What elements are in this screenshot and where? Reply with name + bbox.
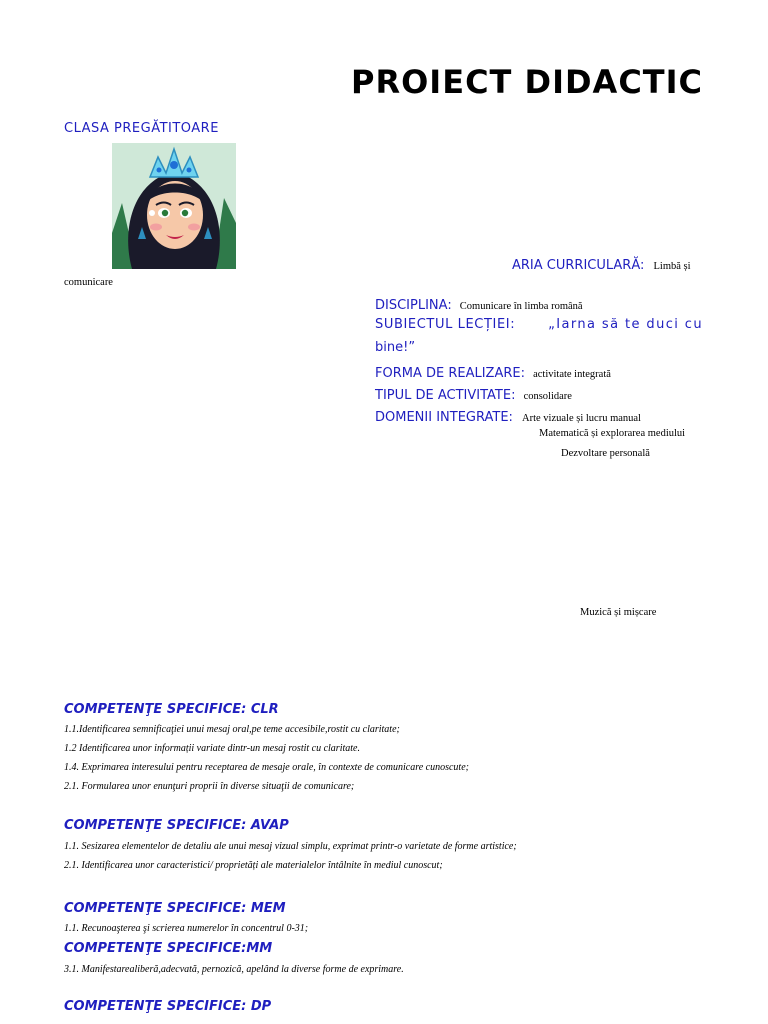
disciplina-label: DISCIPLINA: [375, 298, 452, 313]
aria-label: ARIA CURRICULARĂ: [512, 258, 645, 273]
princess-portrait-icon [112, 143, 236, 269]
domenii-item: Dezvoltare personală [561, 448, 650, 459]
subiect-value: „Iarna să te duci cu [548, 317, 703, 332]
competenta-item: 1.1. Recunoaşterea şi scrierea numerelor în concentrul 0-31; [64, 923, 309, 934]
domenii-item: Matematică și explorarea mediului [539, 428, 686, 439]
page-title: PROIECT DIDACTIC [351, 63, 704, 101]
forma-row [375, 362, 611, 381]
competenta-item: 1.2 Identificarea unor informații variate dintr-un mesaj rostit cu claritate. [64, 743, 360, 754]
tipul-label: TIPUL DE ACTIVITATE: [375, 388, 516, 403]
tipul-value: consolidare [523, 391, 572, 402]
aria-value: Limbă și [653, 261, 691, 272]
competenta-item: 1.1. Sesizarea elementelor de detaliu ale unui mesaj vizual simplu, exprimat printr-o varietate de forme artistice; [64, 841, 517, 852]
subiect-label: SUBIECTUL LECȚIEI: [375, 317, 516, 332]
competente-heading-mm: COMPETENŢE SPECIFICE:MM [64, 941, 273, 956]
domenii-row [375, 406, 641, 425]
forma-value: activitate integrată [533, 369, 611, 380]
competenta-item: 1.1.Identificarea semnificaţiei unui mesaj oral,pe teme accesibile,rostit cu claritate; [64, 724, 400, 735]
competenta-item: 2.1. Identificarea unor caracteristici/ proprietăți ale materialelor întâlnite în mediul cunoscut; [64, 860, 443, 871]
disciplina-row [375, 294, 583, 313]
competenta-item: 3.1. Manifestarealiberă,adecvată, pernozică, apelând la diverse forme de exprimare. [64, 964, 404, 975]
subiect-row [375, 317, 703, 332]
forma-label: FORMA DE REALIZARE: [375, 366, 525, 381]
class-label: CLASA PREGĂTITOARE [64, 121, 219, 136]
competenta-item: 1.4. Exprimarea interesului pentru receptarea de mesaje orale, în contexte de comunicare cunoscute; [64, 762, 469, 773]
tipul-row [375, 384, 572, 403]
aria-curriculara [512, 254, 691, 273]
domenii-item: Arte vizuale și lucru manual [522, 413, 641, 424]
domenii-label: DOMENII INTEGRATE: [375, 410, 513, 425]
competente-heading-mem: COMPETENŢE SPECIFICE: MEM [64, 901, 286, 916]
domenii-item: Muzică și mișcare [580, 607, 657, 618]
aria-value-continued: comunicare [64, 277, 113, 288]
competente-heading-clr: COMPETENŢE SPECIFICE: CLR [64, 702, 279, 717]
competente-heading-dp: COMPETENŢE SPECIFICE: DP [64, 999, 272, 1014]
subiect-value-continued: bine!” [375, 340, 416, 355]
competenta-item: 2.1. Formularea unor enunţuri proprii în diverse situaţii de comunicare; [64, 781, 355, 792]
competente-heading-avap: COMPETENŢE SPECIFICE: AVAP [64, 818, 289, 833]
disciplina-value: Comunicare în limba română [459, 301, 583, 312]
